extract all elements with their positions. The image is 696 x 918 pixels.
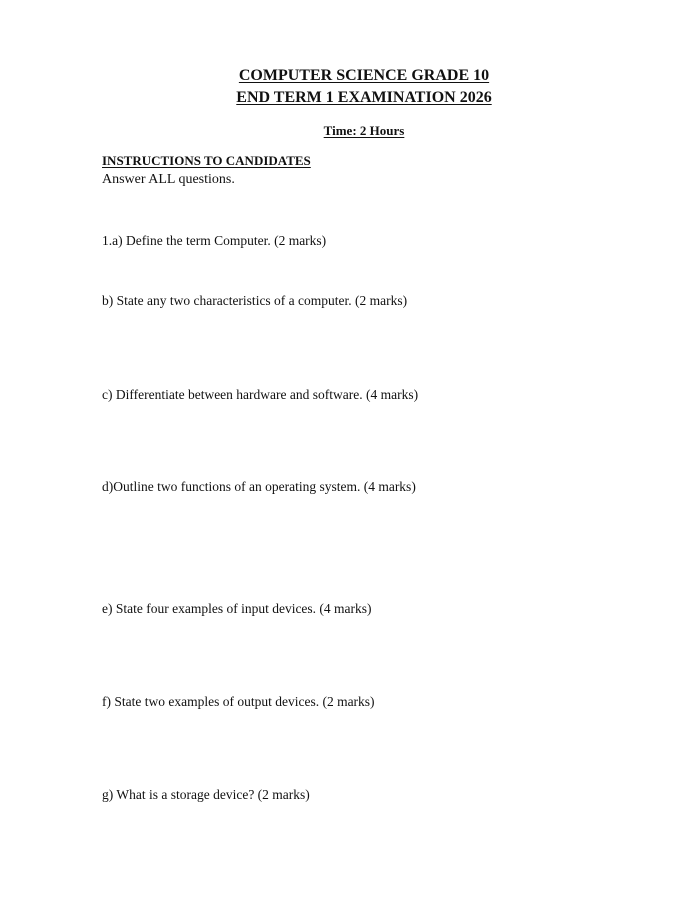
question-1a: 1.a) Define the term Computer. (2 marks): [102, 233, 327, 248]
question-1c: c) Differentiate between hardware and software. (4 marks): [102, 387, 419, 402]
question-1g: g) What is a storage device? (2 marks): [102, 787, 310, 802]
question-1e: e) State four examples of input devices. (4 marks): [102, 601, 372, 616]
instructions-text: Answer ALL questions.: [102, 172, 235, 187]
exam-duration: Time: 2 Hours: [323, 123, 405, 138]
exam-title-subject: COMPUTER SCIENCE GRADE 10: [238, 67, 490, 84]
question-1b: b) State any two characteristics of a computer. (2 marks): [102, 293, 408, 308]
exam-title-term: END TERM 1 EXAMINATION 2026: [236, 89, 492, 106]
question-1d: d)Outline two functions of an operating system. (4 marks): [102, 479, 416, 494]
instructions-heading: INSTRUCTIONS TO CANDIDATES: [102, 153, 311, 168]
question-1f: f) State two examples of output devices. (2 marks): [102, 694, 375, 709]
